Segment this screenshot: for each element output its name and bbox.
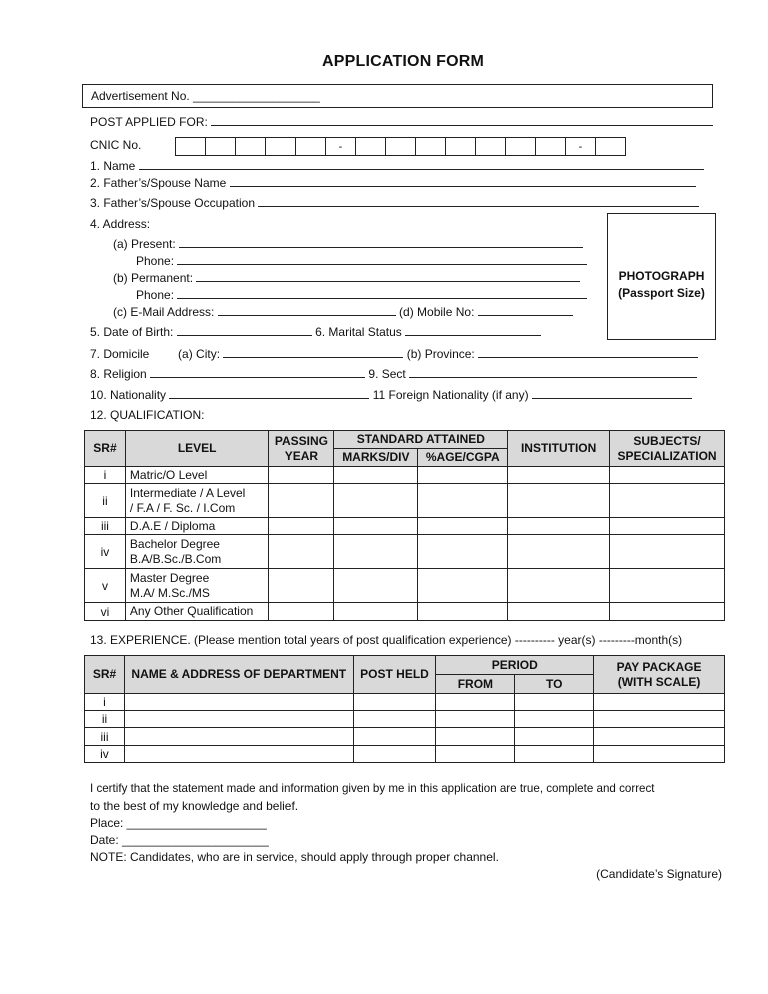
permanent-row xyxy=(113,270,580,286)
subjects-cell[interactable] xyxy=(610,484,725,518)
passing-header-line1: PASSING xyxy=(274,433,328,448)
department-header: NAME & ADDRESS OF DEPARTMENT xyxy=(124,656,353,694)
exp-row-sr: ii xyxy=(85,711,125,728)
name-row xyxy=(90,158,704,174)
row-level-line2: M.A/ M.Sc./MS xyxy=(129,585,210,600)
certify-line2: to the best of my knowledge and belief. xyxy=(90,799,299,813)
pay-cell[interactable] xyxy=(594,746,725,763)
cnic-digit[interactable] xyxy=(476,138,506,156)
exp-row-sr: iii xyxy=(85,728,125,746)
phone2-label: Phone: xyxy=(136,288,175,302)
nationality-row xyxy=(90,387,692,403)
cnic-digit[interactable] xyxy=(536,138,566,156)
subjects-cell[interactable] xyxy=(610,569,725,603)
city-label: (a) City: xyxy=(178,347,221,361)
phone2-input[interactable] xyxy=(177,287,587,299)
email-label: (c) E-Mail Address: xyxy=(113,305,215,319)
pay-header-line1: PAY PACKAGE xyxy=(616,659,702,674)
sect-label: 9. Sect xyxy=(368,367,406,381)
subjects-header-line1: SUBJECTS/ xyxy=(633,433,701,448)
dob-label: 5. Date of Birth: xyxy=(90,325,174,339)
passing-year-cell[interactable] xyxy=(269,467,334,484)
cnic-separator: - xyxy=(566,138,596,156)
foreign-nationality-input[interactable] xyxy=(532,387,692,399)
pay-cell[interactable] xyxy=(594,711,725,728)
row-level-line1: Intermediate / A Level xyxy=(129,485,246,500)
post-cell[interactable] xyxy=(353,728,436,746)
present-label: (a) Present: xyxy=(113,237,176,251)
passing-year-cell[interactable] xyxy=(269,484,334,518)
table-row xyxy=(85,694,725,711)
address-label: 4. Address: xyxy=(90,217,151,231)
page-title: APPLICATION FORM xyxy=(322,53,485,70)
exp-row-sr: iv xyxy=(85,746,125,763)
date-field[interactable]: Date: ______________________ xyxy=(90,833,269,847)
table-row xyxy=(85,746,725,763)
cnic-digit[interactable] xyxy=(386,138,416,156)
row-sr: vi xyxy=(85,603,126,621)
level-header: LEVEL xyxy=(125,431,269,467)
exp-row-sr: i xyxy=(85,694,125,711)
percentage-cell[interactable] xyxy=(418,603,508,621)
domicile-label: 7. Domicile xyxy=(90,347,150,361)
email-input[interactable] xyxy=(218,304,396,316)
marks-header: MARKS/DIV xyxy=(334,449,418,467)
from-header: FROM xyxy=(436,675,515,694)
to-cell[interactable] xyxy=(515,711,594,728)
marks-cell[interactable] xyxy=(334,467,418,484)
row-level: D.A.E / Diploma xyxy=(125,518,269,535)
religion-input[interactable] xyxy=(150,366,365,378)
qualification-heading: 12. QUALIFICATION: xyxy=(90,408,205,422)
marital-input[interactable] xyxy=(405,324,541,336)
pay-package-header xyxy=(594,656,725,694)
permanent-label: (b) Permanent: xyxy=(113,271,194,285)
present-input[interactable] xyxy=(179,236,583,248)
subjects-cell[interactable] xyxy=(610,603,725,621)
subjects-cell[interactable] xyxy=(610,518,725,535)
signature-label: (Candidate’s Signature) xyxy=(596,867,722,881)
email-row xyxy=(113,304,573,320)
post-applied-label: POST APPLIED FOR: xyxy=(90,115,208,129)
advertisement-box xyxy=(82,84,713,108)
cnic-digit[interactable] xyxy=(506,138,536,156)
father-row xyxy=(90,175,696,191)
standard-attained-header: STANDARD ATTAINED xyxy=(334,431,508,449)
cnic-digit[interactable] xyxy=(596,138,626,156)
cnic-digit[interactable] xyxy=(356,138,386,156)
experience-table xyxy=(84,655,725,763)
institution-cell[interactable] xyxy=(508,535,610,569)
post-applied-input[interactable] xyxy=(211,114,713,126)
certify-line1: I certify that the statement made and information given by me in this application are true, complete and correct xyxy=(90,782,655,795)
row-level-line1: Bachelor Degree xyxy=(129,536,220,551)
place-field[interactable]: Place: _____________________ xyxy=(90,816,267,830)
passing-year-cell[interactable] xyxy=(269,535,334,569)
phone2-row xyxy=(136,287,587,303)
cnic-digit[interactable] xyxy=(236,138,266,156)
mobile-label: (d) Mobile No: xyxy=(399,305,475,319)
domicile-row xyxy=(90,346,698,362)
photograph-size-label: (Passport Size) xyxy=(618,286,705,300)
cnic-digit[interactable] xyxy=(266,138,296,156)
table-row xyxy=(85,467,725,484)
nationality-input[interactable] xyxy=(169,387,369,399)
row-sr: v xyxy=(85,569,126,603)
row-level xyxy=(125,569,269,603)
cnic-digit[interactable] xyxy=(206,138,236,156)
row-level: Any Other Qualification xyxy=(125,603,269,621)
experience-heading: 13. EXPERIENCE. (Please mention total years of post qualification experience) ---------- year(s) ---------month(s) xyxy=(90,633,683,647)
table-row xyxy=(85,728,725,746)
row-sr: i xyxy=(85,467,126,484)
phone1-input[interactable] xyxy=(177,253,587,265)
photograph-label: PHOTOGRAPH xyxy=(618,269,705,283)
percentage-cell[interactable] xyxy=(418,569,508,603)
table-row xyxy=(85,535,725,569)
table-row xyxy=(85,518,725,535)
post-cell[interactable] xyxy=(353,746,436,763)
subjects-header xyxy=(610,431,725,467)
mobile-input[interactable] xyxy=(478,304,573,316)
from-cell[interactable] xyxy=(436,728,515,746)
from-cell[interactable] xyxy=(436,711,515,728)
cnic-separator: - xyxy=(326,138,356,156)
passing-year-cell[interactable] xyxy=(269,518,334,535)
institution-cell[interactable] xyxy=(508,484,610,518)
post-cell[interactable] xyxy=(353,711,436,728)
department-cell[interactable] xyxy=(124,711,353,728)
father-input[interactable] xyxy=(230,175,696,187)
institution-header: INSTITUTION xyxy=(508,431,610,467)
religion-row xyxy=(90,366,697,382)
cnic-boxes[interactable] xyxy=(175,137,626,156)
institution-cell[interactable] xyxy=(508,518,610,535)
percentage-cell[interactable] xyxy=(418,535,508,569)
exp-sr-header: SR# xyxy=(85,656,125,694)
sr-header: SR# xyxy=(85,431,126,467)
pay-header-line2: (WITH SCALE) xyxy=(617,674,701,689)
present-row xyxy=(113,236,583,252)
father-label: 2. Father’s/Spouse Name xyxy=(90,176,227,190)
institution-cell[interactable] xyxy=(508,467,610,484)
department-cell[interactable] xyxy=(124,694,353,711)
table-row xyxy=(85,484,725,518)
passing-header-line2: YEAR xyxy=(284,448,319,463)
passing-year-cell[interactable] xyxy=(269,569,334,603)
cnic-digit[interactable] xyxy=(416,138,446,156)
cnic-label: CNIC No. xyxy=(90,138,142,152)
passing-year-cell[interactable] xyxy=(269,603,334,621)
row-level: Matric/O Level xyxy=(125,467,269,484)
name-input[interactable] xyxy=(139,158,704,170)
subjects-cell[interactable] xyxy=(610,467,725,484)
phone1-label: Phone: xyxy=(136,254,175,268)
marks-cell[interactable] xyxy=(334,484,418,518)
period-header: PERIOD xyxy=(436,656,594,675)
table-row xyxy=(85,569,725,603)
marks-cell[interactable] xyxy=(334,603,418,621)
passing-year-header xyxy=(269,431,334,467)
nationality-label: 10. Nationality xyxy=(90,388,167,402)
marks-cell[interactable] xyxy=(334,518,418,535)
marital-label: 6. Marital Status xyxy=(315,325,402,339)
row-level-line1: Master Degree xyxy=(129,570,210,585)
post-applied-row xyxy=(90,114,713,130)
dob-input[interactable] xyxy=(177,324,312,336)
to-cell[interactable] xyxy=(515,746,594,763)
post-cell[interactable] xyxy=(353,694,436,711)
percentage-cell[interactable] xyxy=(418,467,508,484)
institution-cell[interactable] xyxy=(508,569,610,603)
from-cell[interactable] xyxy=(436,746,515,763)
row-level-line2: B.A/B.Sc./B.Com xyxy=(129,551,222,566)
cnic-digit[interactable] xyxy=(446,138,476,156)
name-label: 1. Name xyxy=(90,159,136,173)
row-sr: ii xyxy=(85,484,126,518)
permanent-input[interactable] xyxy=(196,270,580,282)
province-input[interactable] xyxy=(478,346,698,358)
from-cell[interactable] xyxy=(436,694,515,711)
religion-label: 8. Religion xyxy=(90,367,147,381)
city-input[interactable] xyxy=(223,346,403,358)
qualification-table xyxy=(84,430,725,621)
marks-cell[interactable] xyxy=(334,535,418,569)
department-cell[interactable] xyxy=(124,728,353,746)
row-sr: iii xyxy=(85,518,126,535)
cnic-digit[interactable] xyxy=(296,138,326,156)
row-sr: iv xyxy=(85,535,126,569)
pay-cell[interactable] xyxy=(594,728,725,746)
cnic-digit[interactable] xyxy=(176,138,206,156)
row-level xyxy=(125,535,269,569)
occupation-row xyxy=(90,195,699,211)
percentage-cell[interactable] xyxy=(418,484,508,518)
foreign-nationality-label: 11 Foreign Nationality (if any) xyxy=(372,388,529,402)
sect-input[interactable] xyxy=(409,366,697,378)
subjects-header-line2: SPECIALIZATION xyxy=(617,448,717,463)
note-text: NOTE: Candidates, who are in service, should apply through proper channel. xyxy=(90,850,499,864)
row-level-line2: / F.A / F. Sc. / I.Com xyxy=(129,500,236,515)
post-held-header: POST HELD xyxy=(353,656,436,694)
percentage-cell[interactable] xyxy=(418,518,508,535)
row-level xyxy=(125,484,269,518)
pay-cell[interactable] xyxy=(594,694,725,711)
marks-cell[interactable] xyxy=(334,569,418,603)
to-cell[interactable] xyxy=(515,694,594,711)
dob-row xyxy=(90,324,541,340)
phone1-row xyxy=(136,253,587,269)
subjects-cell[interactable] xyxy=(610,535,725,569)
to-header: TO xyxy=(515,675,594,694)
province-label: (b) Province: xyxy=(406,347,475,361)
institution-cell[interactable] xyxy=(508,603,610,621)
to-cell[interactable] xyxy=(515,728,594,746)
occupation-input[interactable] xyxy=(258,195,699,207)
photograph-box[interactable] xyxy=(607,213,716,340)
table-row xyxy=(85,711,725,728)
table-row xyxy=(85,603,725,621)
advertisement-label[interactable]: Advertisement No. ___________________ xyxy=(91,89,320,103)
percentage-header: %AGE/CGPA xyxy=(418,449,508,467)
department-cell[interactable] xyxy=(124,746,353,763)
occupation-label: 3. Father’s/Spouse Occupation xyxy=(90,196,255,210)
